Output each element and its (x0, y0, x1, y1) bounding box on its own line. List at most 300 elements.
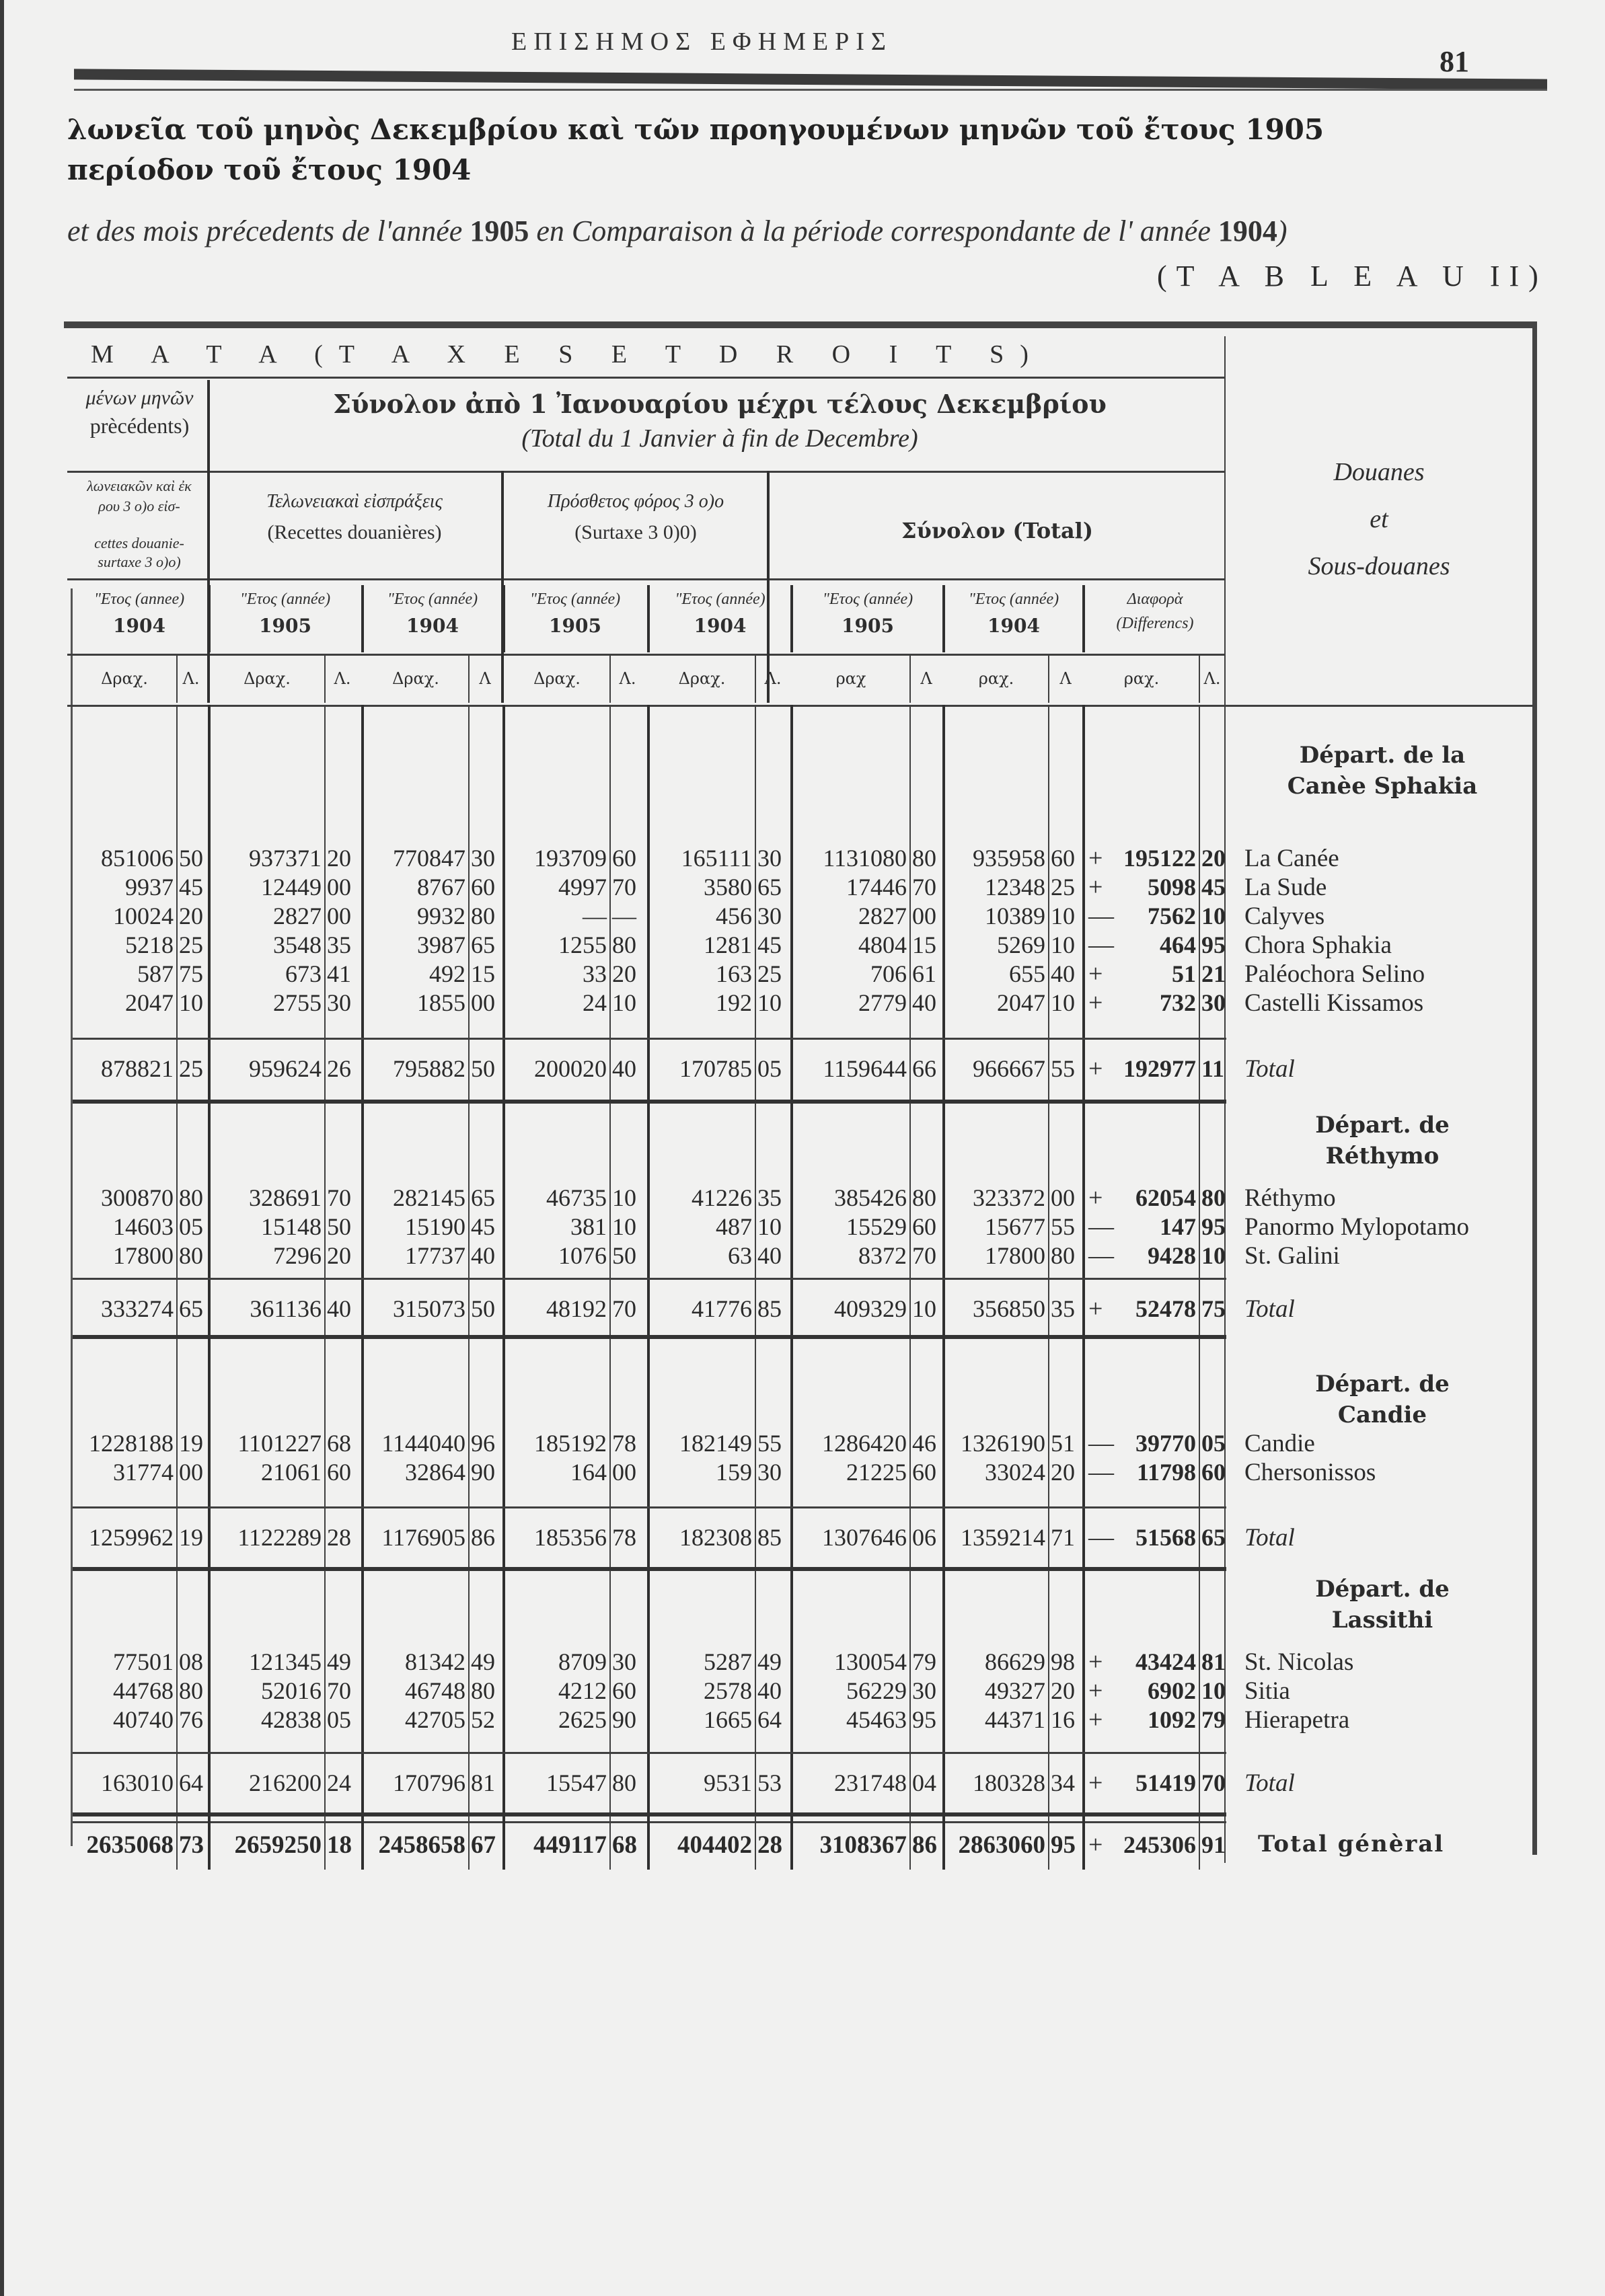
amount-drachmas: 44768 (113, 1677, 174, 1704)
amount-drachmas: 7296 (273, 1242, 322, 1269)
difference-french-label: (Differencs) (1116, 615, 1194, 632)
page-spine-shadow (0, 0, 4, 2296)
amount-drachmas: 795882 (393, 1055, 465, 1082)
difference-lepta: 80 (1201, 1184, 1226, 1211)
amount-lepta: 46 (912, 1430, 936, 1457)
difference-sign: + (1088, 1706, 1103, 1734)
amount-lepta: 81 (471, 1769, 495, 1796)
amount-lepta: 70 (327, 1184, 351, 1211)
amount-lepta: 70 (612, 874, 636, 901)
unit-drachma-label: Δραχ. (101, 669, 148, 688)
amount-drachmas: 8767 (417, 874, 465, 901)
amount-drachmas: 282145 (393, 1184, 465, 1211)
amount-lepta: 10 (1051, 931, 1075, 958)
difference-drachmas: 51568 (1135, 1524, 1196, 1551)
amount-lepta: 00 (327, 903, 351, 929)
page-number: 81 (1440, 45, 1469, 78)
amount-lepta: 25 (179, 1055, 203, 1082)
amount-lepta: 50 (327, 1213, 351, 1240)
amount-lepta: 79 (912, 1648, 936, 1675)
unit-divider (324, 656, 326, 703)
amount-drachmas: 17737 (405, 1242, 465, 1269)
difference-sign: — (1088, 1213, 1114, 1241)
amount-lepta: 10 (757, 1213, 782, 1240)
amount-drachmas: 1122289 (237, 1524, 322, 1551)
difference-drachmas: 732 (1160, 989, 1196, 1016)
amount-lepta: 05 (327, 1706, 351, 1733)
amount-lepta: 08 (179, 1648, 203, 1675)
amount-lepta: 85 (757, 1295, 782, 1322)
amount-lepta: 67 (471, 1831, 496, 1859)
amount-drachmas: 3548 (273, 931, 322, 958)
header-rule-thin (74, 89, 1547, 91)
table-right-border (1532, 321, 1537, 1855)
title-french-year1: 1905 (470, 215, 529, 247)
amount-drachmas: 381 (570, 1213, 607, 1240)
department-heading: Départ. de la (1299, 742, 1466, 769)
year-header-label: "Ετος (année) (529, 590, 621, 608)
amount-drachmas: 33024 (985, 1459, 1045, 1486)
amount-lepta: 45 (757, 931, 782, 958)
amount-lepta: 78 (612, 1430, 636, 1457)
unit-lepta-label: Λ (1059, 669, 1072, 688)
amount-drachmas: 182149 (679, 1430, 752, 1457)
amount-lepta: 30 (471, 845, 495, 872)
amount-drachmas: 673 (285, 960, 322, 987)
amount-drachmas: 21061 (261, 1459, 322, 1486)
amount-drachmas: 1665 (704, 1706, 752, 1733)
year-header-label: "Ετος (année) (239, 590, 331, 608)
difference-drachmas: 43424 (1135, 1648, 1196, 1675)
title-french-prefix: et des mois précedents de l'année (67, 215, 470, 247)
amount-lepta: 50 (471, 1055, 495, 1082)
difference-sign: — (1088, 1523, 1114, 1552)
amount-lepta: 60 (612, 845, 636, 872)
amount-drachmas: 17800 (985, 1242, 1045, 1269)
difference-lepta: 60 (1201, 1459, 1226, 1486)
amount-lepta: 25 (179, 931, 203, 958)
amount-lepta: 73 (179, 1831, 204, 1859)
difference-sign: + (1088, 1831, 1103, 1859)
amount-lepta: 80 (179, 1242, 203, 1269)
amount-lepta: 04 (912, 1769, 936, 1796)
amount-lepta: 60 (327, 1459, 351, 1486)
amount-drachmas: 21225 (846, 1459, 907, 1486)
amount-drachmas: 2625 (558, 1706, 607, 1733)
amount-lepta: — (612, 903, 636, 929)
amount-lepta: 55 (757, 1430, 782, 1457)
amount-lepta: 50 (471, 1295, 495, 1322)
amount-drachmas: 12348 (985, 874, 1045, 901)
department-heading: Canèe Sphakia (1287, 773, 1478, 800)
synolon-total-heading: Σύνολον (Total) (901, 518, 1093, 543)
unit-divider (468, 656, 470, 703)
year-header-value: 1905 (549, 615, 601, 637)
amount-drachmas: 3108367 (819, 1831, 907, 1859)
title-french-year2: 1904 (1218, 215, 1277, 247)
column-divider (942, 585, 945, 652)
amount-lepta: 51 (1051, 1430, 1075, 1457)
difference-lepta: 95 (1201, 1213, 1226, 1240)
year-header-label: "Ετος (année) (822, 590, 913, 608)
amount-lepta: 00 (471, 989, 495, 1016)
amount-drachmas: 356850 (973, 1295, 1045, 1322)
amount-lepta: 64 (757, 1706, 782, 1733)
amount-drachmas: 937371 (249, 845, 322, 872)
amount-drachmas: 170796 (393, 1769, 465, 1796)
amount-drachmas: 31774 (113, 1459, 174, 1486)
amount-drachmas: 130054 (834, 1648, 907, 1675)
amount-lepta: 80 (612, 1769, 636, 1796)
difference-lepta: 95 (1201, 931, 1226, 958)
amount-drachmas: 159 (716, 1459, 752, 1486)
amount-drachmas: 1159644 (823, 1055, 907, 1082)
amount-lepta: 40 (757, 1677, 782, 1704)
column-divider (647, 585, 650, 652)
amount-lepta: 76 (179, 1706, 203, 1733)
table-top-border (64, 321, 1537, 328)
amount-drachmas: 409329 (834, 1295, 907, 1322)
subtotal-divider (73, 1506, 1226, 1508)
amount-drachmas: 216200 (249, 1769, 322, 1796)
amount-lepta: 90 (612, 1706, 636, 1733)
amount-drachmas: 1144040 (381, 1430, 465, 1457)
difference-drachmas: 245306 (1123, 1831, 1196, 1858)
amount-drachmas: 192 (716, 989, 752, 1016)
amount-lepta: 10 (1051, 903, 1075, 929)
recettes-greek: Τελωνειακαὶ εἰσπράξεις (266, 491, 443, 512)
difference-lepta: 75 (1201, 1295, 1226, 1322)
difference-lepta: 20 (1201, 845, 1226, 872)
tableau-label: (T A B L E A U II) (1157, 260, 1548, 293)
unit-drachma-label: Δραχ. (392, 669, 439, 688)
difference-lepta: 65 (1201, 1524, 1226, 1551)
amount-lepta: 30 (612, 1648, 636, 1675)
amount-lepta: 96 (471, 1430, 495, 1457)
amount-lepta: 85 (757, 1524, 782, 1551)
amount-drachmas: 449117 (533, 1831, 607, 1859)
amount-drachmas: 1259962 (89, 1524, 174, 1551)
unit-drachma-label: ραχ. (1123, 669, 1160, 688)
amount-drachmas: 42705 (405, 1706, 465, 1733)
amount-lepta: 20 (1051, 1459, 1075, 1486)
section-total-label: Total (1244, 1524, 1295, 1552)
customs-office-name: Hierapetra (1244, 1706, 1350, 1734)
amount-drachmas: 655 (1009, 960, 1045, 987)
amount-drachmas: 200020 (534, 1055, 607, 1082)
column-divider (767, 471, 770, 703)
difference-drachmas: 6902 (1148, 1677, 1196, 1704)
difference-lepta: 81 (1201, 1648, 1226, 1675)
unit-lepta-label: Λ. (334, 669, 351, 688)
amount-drachmas: 32864 (405, 1459, 465, 1486)
amount-lepta: 18 (327, 1831, 352, 1859)
department-heading: Réthymo (1325, 1143, 1440, 1170)
unit-divider (1048, 656, 1049, 703)
amount-lepta: 30 (327, 989, 351, 1016)
amount-drachmas: 1076 (558, 1242, 607, 1269)
difference-lepta: 70 (1201, 1769, 1226, 1796)
amount-lepta: 95 (1051, 1831, 1076, 1859)
amount-lepta: 80 (179, 1184, 203, 1211)
amount-lepta: 26 (327, 1055, 351, 1082)
amount-drachmas: 15148 (261, 1213, 322, 1240)
amount-drachmas: 1307646 (822, 1524, 907, 1551)
amount-lepta: 45 (471, 1213, 495, 1240)
amount-drachmas: 185192 (534, 1430, 607, 1457)
amount-lepta: 65 (471, 1184, 495, 1211)
amount-lepta: 34 (1051, 1769, 1075, 1796)
difference-lepta: 21 (1201, 960, 1226, 987)
amount-lepta: 80 (179, 1677, 203, 1704)
amount-lepta: 19 (179, 1524, 203, 1551)
amount-drachmas: 10389 (985, 903, 1045, 929)
amount-drachmas: 2635068 (86, 1831, 174, 1859)
amount-drachmas: 5269 (997, 931, 1045, 958)
section-total-label: Total (1244, 1295, 1295, 1323)
amount-lepta: 70 (327, 1677, 351, 1704)
recettes-french: (Recettes douanières) (267, 521, 442, 543)
amount-lepta: 49 (757, 1648, 782, 1675)
amount-lepta: 68 (327, 1430, 351, 1457)
amount-lepta: 40 (1051, 960, 1075, 987)
difference-sign: — (1088, 931, 1114, 959)
column-divider (502, 585, 505, 652)
amount-lepta: 19 (179, 1430, 203, 1457)
subtotal-divider (73, 1278, 1226, 1280)
unit-drachma-label: ραχ. (978, 669, 1014, 688)
column-divider (790, 585, 793, 652)
amount-drachmas: 587 (137, 960, 174, 987)
amount-drachmas: 165111 (681, 845, 752, 872)
amount-drachmas: 1281 (704, 931, 752, 958)
header-divider (67, 654, 1224, 656)
amount-drachmas: 1176905 (381, 1524, 465, 1551)
department-heading: Départ. de (1315, 1576, 1450, 1603)
amount-lepta: 20 (1051, 1677, 1075, 1704)
amount-lepta: 80 (1051, 1242, 1075, 1269)
difference-drachmas: 464 (1160, 931, 1196, 958)
difference-lepta: 79 (1201, 1706, 1226, 1733)
difference-sign: — (1088, 1241, 1114, 1270)
amount-lepta: 78 (612, 1524, 636, 1551)
amount-drachmas: 5218 (125, 931, 174, 958)
amount-drachmas: 404402 (677, 1831, 752, 1859)
amount-drachmas: 1286420 (822, 1430, 907, 1457)
amount-lepta: 00 (327, 874, 351, 901)
amount-lepta: 65 (757, 874, 782, 901)
year-header-value: 1905 (842, 615, 894, 637)
header-rule (74, 69, 1547, 89)
amount-drachmas: 333274 (101, 1295, 174, 1322)
amount-drachmas: 10024 (113, 903, 174, 929)
amount-drachmas: 40740 (113, 1706, 174, 1733)
difference-drachmas: 192977 (1123, 1055, 1196, 1082)
amount-lepta: 10 (1051, 989, 1075, 1016)
difference-sign: — (1088, 1458, 1114, 1486)
amount-lepta: 40 (757, 1242, 782, 1269)
amount-lepta: 10 (612, 1213, 636, 1240)
amount-drachmas: 46748 (405, 1677, 465, 1704)
amount-lepta: 66 (912, 1055, 936, 1082)
amount-lepta: 40 (912, 989, 936, 1016)
amount-lepta: 30 (757, 1459, 782, 1486)
amount-drachmas: 300870 (101, 1184, 174, 1211)
amount-drachmas: 45463 (846, 1706, 907, 1733)
amount-lepta: 50 (612, 1242, 636, 1269)
difference-lepta: 10 (1201, 903, 1226, 929)
amount-lepta: 15 (912, 931, 936, 958)
amount-drachmas: 163010 (101, 1769, 174, 1796)
difference-drachmas: 62054 (1135, 1184, 1196, 1211)
header-divider (67, 578, 1224, 580)
amount-lepta: 16 (1051, 1706, 1075, 1733)
customs-office-name: Candie (1244, 1430, 1315, 1457)
amount-drachmas: 14603 (113, 1213, 174, 1240)
amount-drachmas: 15547 (546, 1769, 607, 1796)
amount-lepta: 49 (471, 1648, 495, 1675)
amount-drachmas: 770847 (393, 845, 465, 872)
year-header-label: "Ετος (année) (968, 590, 1059, 608)
prev-desc-french1: cettes douanie- (94, 535, 184, 551)
amount-drachmas: 180328 (973, 1769, 1045, 1796)
department-heading: Candie (1337, 1402, 1427, 1428)
amount-drachmas: 8372 (858, 1242, 907, 1269)
difference-drachmas: 39770 (1135, 1430, 1196, 1457)
difference-drachmas: 51 (1172, 960, 1196, 987)
customs-office-name: Chersonissos (1244, 1459, 1376, 1486)
title-french-middle: en Comparaison à la période correspondante de l' année (529, 215, 1218, 247)
customs-office-name: La Sude (1244, 874, 1327, 901)
amount-drachmas: 15190 (405, 1213, 465, 1240)
difference-sign: + (1088, 989, 1103, 1017)
subtotal-divider (73, 1038, 1226, 1040)
year-header-label: "Ετος (annee) (94, 590, 185, 608)
amount-lepta: 00 (179, 1459, 203, 1486)
amount-drachmas: 1326190 (961, 1430, 1045, 1457)
amount-drachmas: 2863060 (958, 1831, 1045, 1859)
amount-drachmas: 24 (583, 989, 607, 1016)
column-divider (208, 585, 211, 652)
amount-drachmas: 706 (870, 960, 907, 987)
title-french-suffix: ) (1277, 215, 1287, 247)
year-header-label: "Ετος (année) (387, 590, 478, 608)
amount-drachmas: 3987 (417, 931, 465, 958)
prev-desc-greek1: λωνειακῶν καὶ ἐκ (87, 477, 192, 494)
amount-lepta: 00 (612, 1459, 636, 1486)
amount-lepta: 52 (471, 1706, 495, 1733)
amount-drachmas: 182308 (679, 1524, 752, 1551)
difference-lepta: 05 (1201, 1430, 1226, 1457)
unit-lepta-label: Λ. (1203, 669, 1221, 688)
amount-lepta: 20 (327, 845, 351, 872)
amount-drachmas: 8709 (558, 1648, 607, 1675)
amount-drachmas: 231748 (834, 1769, 907, 1796)
amount-drachmas: 193709 (534, 845, 607, 872)
amount-lepta: 40 (471, 1242, 495, 1269)
surtaxe-greek: Πρόσθετος φόρος 3 ο)ο (547, 491, 724, 512)
department-heading: Départ. de (1315, 1371, 1450, 1398)
difference-lepta: 10 (1201, 1677, 1226, 1704)
amount-drachmas: 966667 (973, 1055, 1045, 1082)
amount-lepta: 98 (1051, 1648, 1075, 1675)
difference-sign: + (1088, 844, 1103, 872)
section-total-label: Total (1244, 1055, 1295, 1083)
total-period-greek: Σύνολον ἀπὸ 1 Ἰανουαρίου μέχρι τέλους Δεκεμβρίου (333, 389, 1107, 419)
amount-lepta: 60 (912, 1459, 936, 1486)
amount-lepta: 65 (179, 1295, 203, 1322)
unit-drachma-label: Δραχ. (533, 669, 581, 688)
amount-lepta: 53 (757, 1769, 782, 1796)
amount-lepta: 64 (179, 1769, 203, 1796)
difference-sign: + (1088, 1055, 1103, 1083)
amount-lepta: 10 (612, 1184, 636, 1211)
amount-drachmas: 170785 (679, 1055, 752, 1082)
amount-lepta: 10 (757, 989, 782, 1016)
customs-office-name: Panormo Mylopotamo (1244, 1213, 1470, 1241)
amount-lepta: 10 (912, 1295, 936, 1322)
customs-office-name: St. Galini (1244, 1242, 1340, 1270)
amount-lepta: 60 (912, 1213, 936, 1240)
amount-drachmas: 959624 (249, 1055, 322, 1082)
prev-months-french: prècédents) (89, 414, 190, 438)
amount-lepta: 90 (471, 1459, 495, 1486)
subtotal-divider (73, 1752, 1226, 1754)
difference-drachmas: 147 (1160, 1213, 1196, 1240)
amount-drachmas: 315073 (393, 1295, 465, 1322)
total-period-french: (Total du 1 Janvier à fin de Decembre) (521, 424, 918, 453)
surtaxe-french: (Surtaxe 3 0)0) (574, 521, 697, 543)
amount-drachmas: 456 (716, 903, 752, 929)
amount-drachmas: 164 (570, 1459, 607, 1486)
header-divider (67, 471, 1224, 473)
amount-drachmas: 44371 (985, 1706, 1045, 1733)
difference-lepta: 30 (1201, 989, 1226, 1016)
amount-drachmas: 4804 (858, 931, 907, 958)
amount-drachmas: 77501 (113, 1648, 174, 1675)
amount-lepta: 80 (471, 1677, 495, 1704)
amount-drachmas: 1359214 (961, 1524, 1045, 1551)
amount-drachmas: 81342 (405, 1648, 465, 1675)
difference-lepta: 91 (1201, 1831, 1226, 1858)
unit-drachma-label: ραχ (835, 669, 866, 688)
amount-lepta: 35 (1051, 1295, 1075, 1322)
difference-drachmas: 11798 (1136, 1459, 1196, 1486)
amount-drachmas: 2578 (704, 1677, 752, 1704)
amount-drachmas: 41226 (692, 1184, 752, 1211)
title-greek-line1: λωνεῖα τοῦ μηνὸς Δεκεμβρίου καὶ τῶν προηγουμένων μηνῶν τοῦ ἔτους 1905 (67, 113, 1324, 146)
amount-drachmas: 121345 (249, 1648, 322, 1675)
unit-lepta-label: Λ. (764, 669, 782, 688)
unit-lepta-label: Λ (920, 669, 932, 688)
amount-drachmas: 1131080 (823, 845, 907, 872)
amount-drachmas: 1255 (558, 931, 607, 958)
amount-drachmas: 9937 (125, 874, 174, 901)
amount-lepta: 20 (327, 1242, 351, 1269)
difference-sign: + (1088, 960, 1103, 988)
amount-drachmas: 48192 (546, 1295, 607, 1322)
prev-months-greek: μένων μηνῶν (85, 387, 194, 409)
year-header-value: 1904 (694, 615, 747, 637)
amount-lepta: 20 (612, 960, 636, 987)
amount-drachmas: 46735 (546, 1184, 607, 1211)
amount-lepta: 75 (179, 960, 203, 987)
amount-drachmas: 878821 (101, 1055, 174, 1082)
amount-drachmas: 5287 (704, 1648, 752, 1675)
amount-drachmas: 1101227 (237, 1430, 322, 1457)
amount-drachmas: 17800 (113, 1242, 174, 1269)
customs-office-name: Réthymo (1244, 1184, 1336, 1212)
